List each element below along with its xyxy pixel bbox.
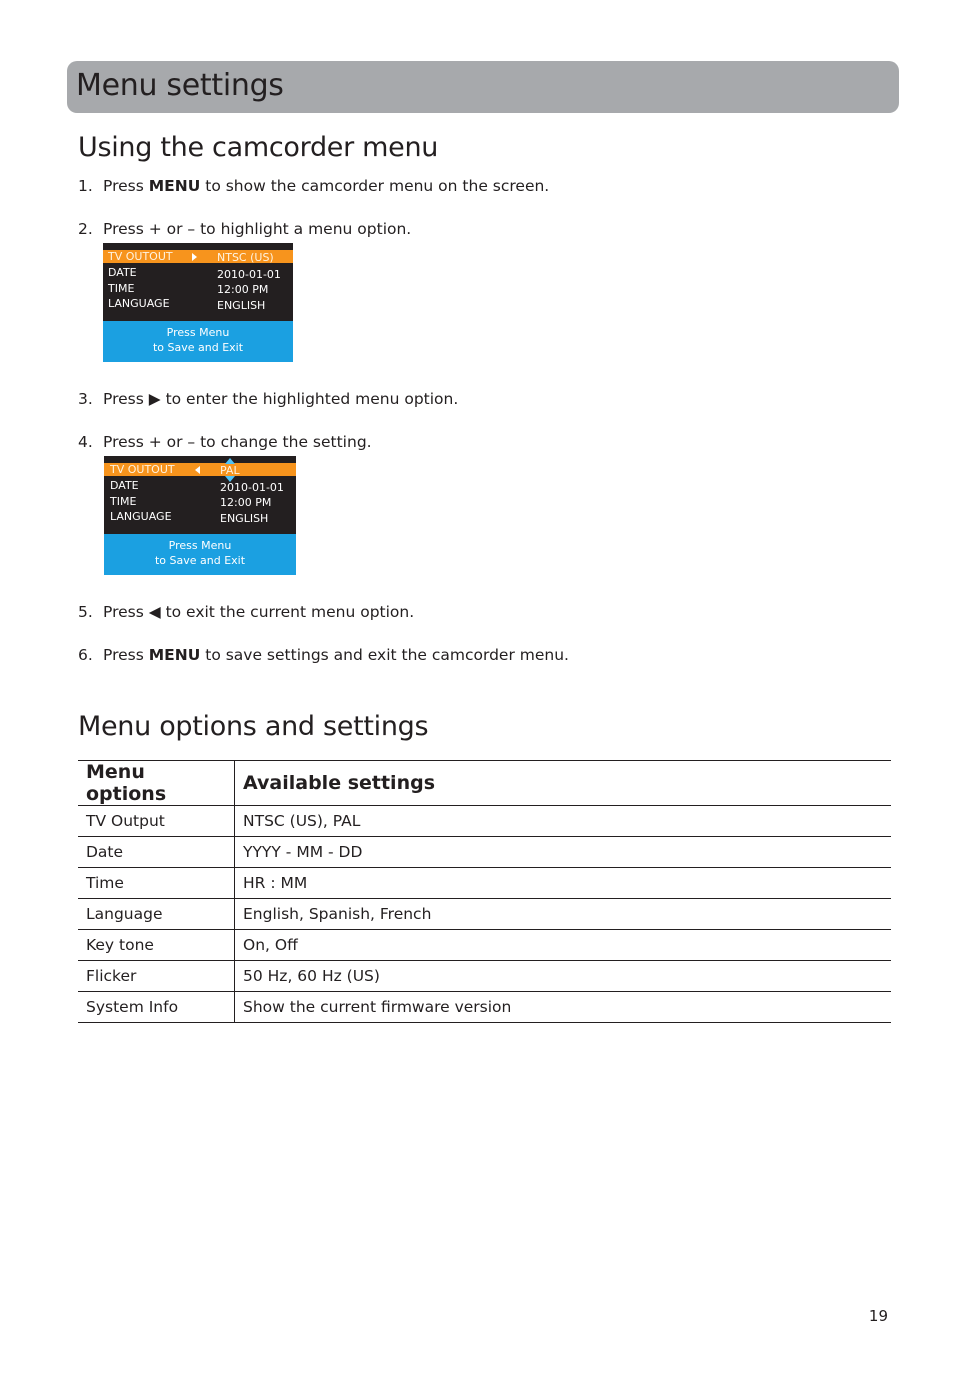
- option-name: Date: [78, 837, 235, 868]
- menu-value-time: 12:00 PM: [220, 496, 272, 509]
- table-row: [78, 837, 891, 868]
- table-row: [78, 992, 891, 1023]
- menu-value-language: ENGLISH: [217, 299, 266, 312]
- menu-value-tv-output: NTSC (US): [217, 251, 274, 264]
- page-title: Menu settings: [76, 68, 284, 103]
- column-header-menu-options: Menu options: [78, 761, 235, 806]
- header-banner: [67, 61, 899, 113]
- menu-label-tv-output: TV OUTOUT: [108, 250, 173, 263]
- menu-label-language: LANGUAGE: [110, 510, 172, 523]
- menu-value-time: 12:00 PM: [217, 283, 269, 296]
- option-settings: English, Spanish, French: [235, 899, 892, 930]
- camcorder-menu-screen-2: [104, 456, 296, 575]
- menu-footer: Press Menu to Save and Exit: [104, 534, 296, 575]
- camcorder-menu-screen-1: [103, 243, 293, 362]
- step-6: 6. Press MENU to save settings and exit the camcorder menu.: [78, 646, 569, 664]
- option-name: System Info: [78, 992, 235, 1023]
- step-2: 2. Press + or – to highlight a menu option.: [78, 220, 412, 238]
- step-3: 3. Press ▶ to enter the highlighted menu option.: [78, 390, 459, 408]
- menu-label-date: DATE: [108, 266, 137, 279]
- menu-value-date: 2010-01-01: [220, 481, 284, 494]
- option-name: Flicker: [78, 961, 235, 992]
- menu-label-time: TIME: [110, 495, 137, 508]
- table-row: [78, 806, 891, 837]
- menu-label-date: DATE: [110, 479, 139, 492]
- table-row: [78, 868, 891, 899]
- option-name: Language: [78, 899, 235, 930]
- step-4: 4. Press + or – to change the setting.: [78, 433, 372, 451]
- option-name: TV Output: [78, 806, 235, 837]
- menu-label-tv-output: TV OUTOUT: [110, 463, 175, 476]
- step-1: 1. Press MENU to show the camcorder menu on the screen.: [78, 177, 550, 195]
- option-settings: Show the current firmware version: [235, 992, 892, 1023]
- table-row: [78, 930, 891, 961]
- option-name: Key tone: [78, 930, 235, 961]
- table-row: [78, 961, 891, 992]
- menu-options-table: [78, 760, 891, 1023]
- step-5: 5. Press ◀ to exit the current menu option.: [78, 603, 415, 621]
- page-number: 19: [868, 1307, 888, 1325]
- section-title-menu-options: Menu options and settings: [78, 711, 429, 742]
- option-settings: 50 Hz, 60 Hz (US): [235, 961, 892, 992]
- menu-footer: Press Menu to Save and Exit: [103, 321, 293, 362]
- table-header-row: [78, 761, 891, 806]
- menu-value-date: 2010-01-01: [217, 268, 281, 281]
- option-settings: YYYY - MM - DD: [235, 837, 892, 868]
- right-arrow-icon: [192, 253, 197, 261]
- option-settings: HR : MM: [235, 868, 892, 899]
- section-title-using-menu: Using the camcorder menu: [78, 132, 439, 163]
- menu-value-language: ENGLISH: [220, 512, 269, 525]
- table-row: [78, 899, 891, 930]
- option-settings: NTSC (US), PAL: [235, 806, 892, 837]
- option-name: Time: [78, 868, 235, 899]
- menu-label-language: LANGUAGE: [108, 297, 170, 310]
- menu-label-time: TIME: [108, 282, 135, 295]
- option-settings: On, Off: [235, 930, 892, 961]
- menu-value-tv-output: PAL: [220, 464, 240, 477]
- column-header-available-settings: Available settings: [235, 761, 892, 806]
- left-arrow-icon: [195, 466, 200, 474]
